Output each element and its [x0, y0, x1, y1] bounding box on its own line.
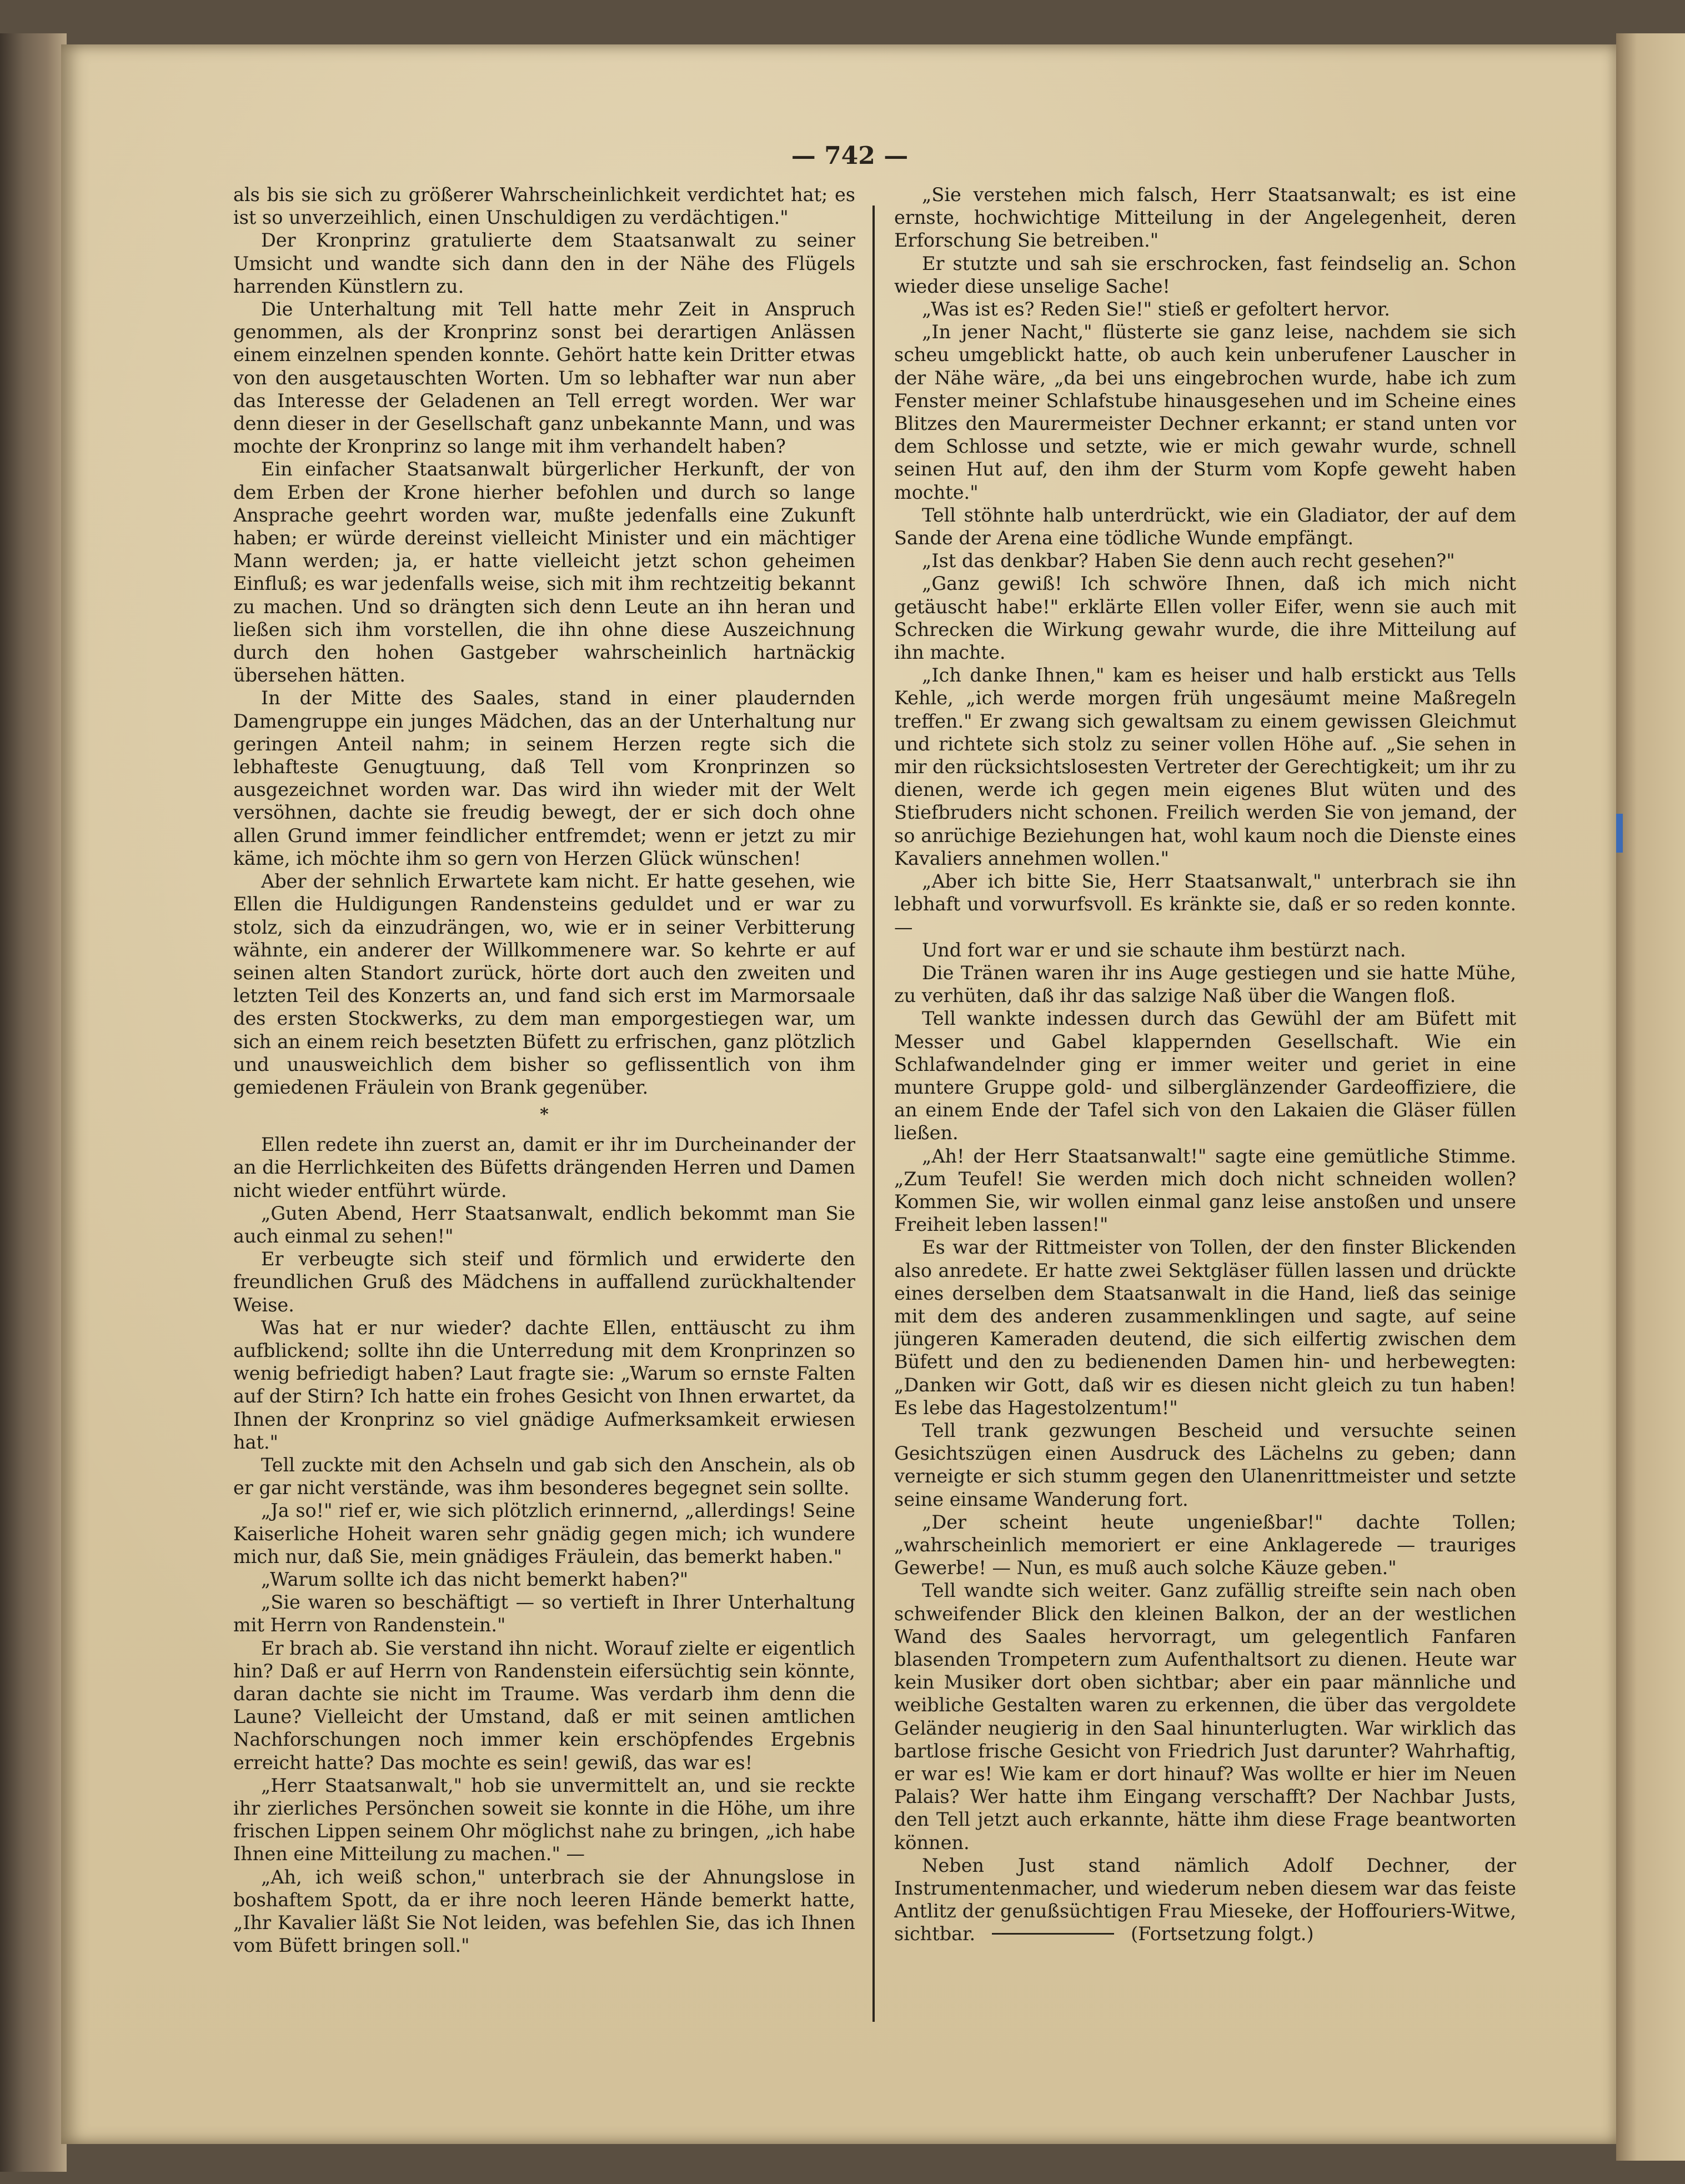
left-text-column — [233, 183, 855, 2044]
paragraph: In der Mitte des Saales, stand in einer plaudernden Damengruppe ein junges Mädchen, das an der Unterhaltung nur geringen Anteil nahm; in seinem Herzen regte sich die lebhafteste Genugtuung, daß Tell vom Kronprinzen so ausgezeichnet worden war. Das wird ihn wieder mit der Welt versöhnen, dachte sie freudig bewegt, der er sich doch ohne allen Grund immer feindlicher entfremdet; wenn er jetzt zu mir käme, ich möchte ihm so gern von Herzen Glück wünschen! — [233, 687, 855, 869]
paragraph: Tell zuckte mit den Achseln und gab sich den Anschein, als ob er gar nicht verstände, was ihm besonderes begegnet sein sollte. — [233, 1454, 855, 1499]
paragraph: Er stutzte und sah sie erschrocken, fast feindselig an. Schon wieder diese unselige Sache! — [894, 252, 1516, 297]
paragraph: „Ja so!" rief er, wie sich plötzlich erinnernd, „allerdings! Seine Kaiserliche Hoheit waren sehr gnädig gegen mich; ich wundere mich nur, daß Sie, mein gnädiges Fräulein, das bemerkt haben." — [233, 1500, 855, 1567]
continuation-text: (Fortsetzung folgt.) — [1131, 1923, 1314, 1945]
next-page-edge — [1616, 33, 1685, 2161]
paragraph: Ellen redete ihn zuerst an, damit er ihr im Durcheinander der an die Herrlichkeiten des Büfetts drängenden Herren und Damen nicht wieder entführt würde. — [233, 1134, 855, 1201]
paragraph: Der Kronprinz gratulierte dem Staatsanwalt zu seiner Umsicht und wandte sich dann den in der Nähe des Flügels harrenden Künstlern zu. — [233, 229, 855, 297]
paragraph: „Ah! der Herr Staatsanwalt!" sagte eine gemütliche Stimme. „Zum Teufel! Sie werden mich doch nicht schneiden wollen? Kommen Sie, wir wollen einmal ganz leise anstoßen und unsere Freiheit leben lassen!" — [894, 1145, 1516, 1236]
paragraph: Was hat er nur wieder? dachte Ellen, enttäuscht zu ihm aufblickend; sollte ihn die Unterredung mit dem Kronprinzen so wenig befriedigt haben? Laut fragte sie: „Warum so ernste Falten auf der Stirn? Ich hatte ein frohes Gesicht von Ihnen erwartet, da Ihnen der Kronprinz so viel gnädige Aufmerksamkeit erwiesen hat." — [233, 1316, 855, 1453]
paragraph: Die Unterhaltung mit Tell hatte mehr Zeit in Anspruch genommen, als der Kronprinz sonst bei derartigen Anlässen einem einzelnen spenden konnte. Gehört hatte kein Dritter etwas von den ausgetauschten Worten. Um so lebhafter war nun aber das Interesse der Geladenen an Tell erregt worden. Wer war denn dieser in der Gesellschaft ganz unbekannte Mann, und was mochte der Kronprinz so lange mit ihm verhandelt haben? — [233, 298, 855, 458]
paragraph: Die Tränen waren ihr ins Auge gestiegen und sie hatte Mühe, zu verhüten, daß ihr das salzige Naß über die Wangen floß. — [894, 961, 1516, 1007]
paragraph: „Was ist es? Reden Sie!" stieß er gefoltert hervor. — [922, 298, 1390, 320]
paragraph: „Sie verstehen mich falsch, Herr Staatsanwalt; es ist eine ernste, hochwichtige Mitteilung in der Angelegenheit, deren Erforschung Sie betreiben." — [894, 184, 1516, 252]
paragraph: „Sie waren so beschäftigt — so vertieft in Ihrer Unterhaltung mit Herrn von Randenstein." — [233, 1591, 855, 1636]
paragraph: als bis sie sich zu größerer Wahrscheinlichkeit verdichtet hat; es ist so unverzeihlich, einen Unschuldigen zu verdächtigen." — [233, 184, 855, 229]
paragraph: „Ich danke Ihnen," kam es heiser und halb erstickt aus Tells Kehle, „ich werde morgen früh ungesäumt meine Maßregeln treffen." Er zwang sich gewaltsam zu einem gewissen Gleichmut und richtete sich stolz zu seiner vollen Höhe auf. „Sie sehen in mir den rücksichtslosesten Vertreter der Gerechtigkeit; um ihr zu dienen, werde ich gegen mein eigenes Blut wüten und des Stiefbruders nicht schonen. Freilich werden Sie von jemand, der so anrüchige Beziehungen hat, wohl kaum noch die Dienste eines Kavaliers annehmen wollen." — [894, 664, 1516, 869]
paragraph: „Ganz gewiß! Ich schwöre Ihnen, daß ich mich nicht getäuscht habe!" erklärte Ellen voller Eifer, wenn sie auch mit Schrecken die Wirkung gewahr wurde, die ihre Mitteilung auf ihn machte. — [894, 573, 1516, 664]
paragraph: Es war der Rittmeister von Tollen, der den finster Blickenden also anredete. Er hatte zwei Sektgläser füllen lassen und drückte eines derselben dem Staatsanwalt in die Hand, ließ das seinige mit dem des anderen zusammenklingen und sagte, auf seine jüngeren Kameraden deutend, die sich eilfertig zwischen dem Büfett und den zu bedienenden Damen hin- und herbewegten: „Danken wir Gott, daß wir es diesen nicht gleich zu tun haben! Es lebe das Hagestolzentum!" — [894, 1236, 1516, 1419]
paragraph: „In jener Nacht," flüsterte sie ganz leise, nachdem sie sich scheu umgeblickt hatte, ob auch kein unberufener Lauscher in der Nähe wäre, „da bei uns eingebrochen wurde, habe ich zum Fenster meiner Schlafstube hinausgesehen und im Scheine eines Blitzes den Maurermeister Dechner erkannt; er stand unten vor dem Schlosse und setzte, wie er mich gewahr wurde, schnell seinen Hut auf, den ihm der Sturm vom Kopfe geweht haben mochte." — [894, 321, 1516, 503]
right-text-column — [894, 183, 1516, 2044]
paragraph: Aber der sehnlich Erwartete kam nicht. Er hatte gesehen, wie Ellen die Huldigungen Randensteins geduldet und er war zu stolz, sich da einzudrängen, wo, wie er in seiner Verbitterung wähnte, ein anderer der Willkommenere war. So kehrte er auf seinen alten Standort zurück, hörte dort auch den zweiten und letzten Teil des Konzerts an, und fand sich erst im Marmorsaale des ersten Stockwerks, zu dem man emporgestiegen war, um sich an einem reich besetzten Büfett zu erfrischen, ganz plötzlich und unausweichlich dem bisher so geflissentlich von ihm gemiedenen Fräulein von Brank gegenüber. — [233, 870, 855, 1098]
paragraph: Und fort war er und sie schaute ihm bestürzt nach. — [922, 939, 1406, 961]
paragraph: „Der scheint heute ungenießbar!" dachte Tollen; „wahrscheinlich memoriert er eine Anklagerede — trauriges Gewerbe! — Nun, es muß auch solche Käuze geben." — [894, 1511, 1516, 1579]
paragraph: „Ah, ich weiß schon," unterbrach sie der Ahnungslose in boshaftem Spott, da er ihre noch leeren Hände bemerkt hatte, „Ihr Kavalier läßt Sie Not leiden, was befehlen Sie, das ich Ihnen vom Büfett bringen soll." — [233, 1866, 855, 1957]
paragraph: „Herr Staatsanwalt," hob sie unvermittelt an, und sie reckte ihr zierliches Persönchen soweit sie konnte in die Höhe, um ihre frischen Lippen seinem Ohr möglichst nahe zu bringen, „ich habe Ihnen eine Mitteilung zu machen." — — [233, 1774, 855, 1865]
paragraph: „Guten Abend, Herr Staatsanwalt, endlich bekommt man Sie auch einmal zu sehen!" — [233, 1202, 855, 1247]
bound-page-edges — [0, 33, 67, 2172]
section-break-mark: * — [540, 1105, 549, 1125]
page-number: — 742 — — [791, 142, 909, 170]
paragraph: „Aber ich bitte Sie, Herr Staatsanwalt," unterbrach sie ihn lebhaft und vorwurfsvoll. Es kränkte sie, daß er so reden konnte. — — [894, 870, 1516, 938]
paragraph: Er brach ab. Sie verstand ihn nicht. Worauf zielte er eigentlich hin? Daß er auf Herrn von Randenstein eifersüchtig sein könnte, daran dachte sie nicht im Traume. Was verdarb ihm denn die Laune? Vielleicht der Umstand, daß er mit seinen amtlichen Nachforschungen noch immer kein erschöpfendes Ergebnis erreicht hatte? Das mochte es sein! gewiß, das war es! — [233, 1637, 855, 1774]
paragraph: Tell trank gezwungen Bescheid und versuchte seinen Gesichtszügen einen Ausdruck des Lächelns zu geben; dann verneigte er sich stumm gegen den Ulanenrittmeister und setzte seine einsame Wanderung fort. — [894, 1419, 1516, 1510]
paragraph: Tell stöhnte halb unterdrückt, wie ein Gladiator, der auf dem Sande der Arena eine tödliche Wunde empfängt. — [894, 504, 1516, 549]
paragraph: „Ist das denkbar? Haben Sie denn auch recht gesehen?" — [922, 550, 1455, 572]
end-rule — [992, 1933, 1114, 1935]
paragraph: Tell wandte sich weiter. Ganz zufällig streifte sein nach oben schweifender Blick den kleinen Balkon, der an der westlichen Wand des Saales hervorragt, um gelegentlich Fanfaren blasenden Trompetern zum Aufenthaltsort zu dienen. Heute war kein Musiker dort oben sichtbar; aber ein paar männliche und weibliche Gestalten waren zu erkennen, die über das vergoldete Geländer neugierig in den Saal hinunterlugten. War wirklich das bartlose frische Gesicht von Friedrich Just darunter? Wahrhaftig, er war es! Wie kam er dort hinauf? Was wollte er hier im Neuen Palais? Wer hatte ihm Eingang verschafft? Der Nachbar Justs, den Tell jetzt auch erkannte, hätte ihm diese Frage beantworten können. — [894, 1580, 1516, 1854]
paragraph: Ein einfacher Staatsanwalt bürgerlicher Herkunft, der von dem Erben der Krone hierher befohlen und durch so lange Ansprache geehrt worden war, mußte jedenfalls eine Zukunft haben; er würde dereinst vielleicht Minister und ein mächtiger Mann werden; ja, er hatte vielleicht jetzt schon geheimen Einfluß; es war jedenfalls weise, sich mit ihm rechtzeitig bekannt zu machen. Und so drängten sich denn Leute an ihn heran und ließen sich ihm vorstellen, die ihn ohne diese Auszeichnung durch den hohen Gastgeber wahrscheinlich hartnäckig übersehen hätten. — [233, 458, 855, 687]
paragraph: „Warum sollte ich das nicht bemerkt haben?" — [261, 1568, 689, 1590]
paragraph: Neben Just stand nämlich Adolf Dechner, der Instrumentenmacher, und wiederum neben diesem war das feiste Antlitz der genußsüchtigen Frau Mieseke, der Hoffouriers-Witwe, sichtbar. (Fortsetzung folgt.) — [894, 1854, 1516, 1945]
continuation-note — [975, 1923, 1313, 1945]
paragraph: Er verbeugte sich steif und förmlich und erwiderte den freundlichen Gruß des Mädchens in auffallend zurückhaltender Weise. — [233, 1248, 855, 1316]
column-divider-rule — [872, 206, 875, 2022]
paragraph: Tell wankte indessen durch das Gewühl der am Büfett mit Messer und Gabel klappernden Gesellschaft. Wie ein Schlafwandelnder ging er immer weiter und geriet in eine muntere Gruppe gold- und silberglänzender Gardeoffiziere, die an einem Ende der Tafel sich von den Lakaien die Gläser füllen ließen. — [894, 1008, 1516, 1144]
